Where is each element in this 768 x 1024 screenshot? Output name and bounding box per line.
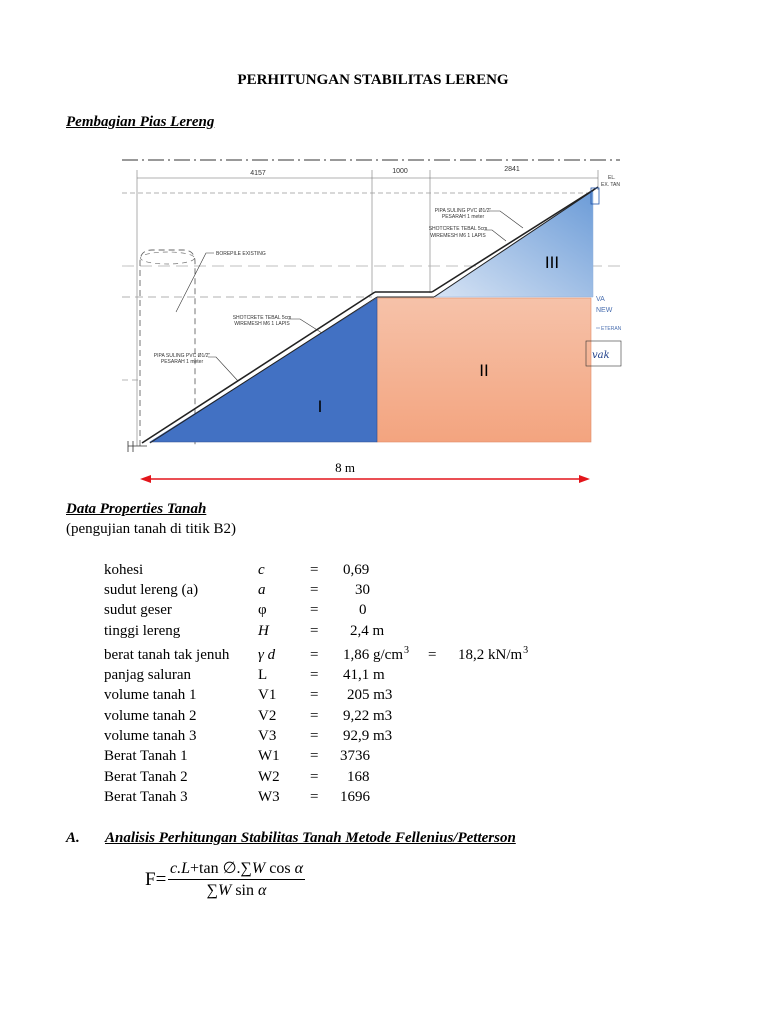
annotation-shotcrete-lower: SHOTCRETE TEBAL 5cm [232, 315, 292, 321]
equals-sign: = [428, 647, 437, 663]
equals-sign: = [310, 789, 319, 805]
property-value: 3736 [340, 748, 370, 764]
property-row [0, 746, 768, 766]
property-label: Berat Tanah 1 [104, 748, 188, 764]
property-symbol: c [258, 562, 265, 578]
property-value: 0,69 [343, 562, 370, 578]
equals-sign: = [310, 667, 319, 683]
annotation-elevation: EX. TAN [601, 182, 620, 188]
property-row [0, 685, 768, 705]
formula-denominator [168, 879, 305, 901]
annotation-elevation: EL. [608, 175, 616, 181]
property-value [343, 645, 409, 665]
leader-line [288, 319, 322, 333]
section-number: A. [66, 830, 80, 846]
annotation-pipe-lower: PESARAH 1 meter [160, 359, 204, 365]
equals-sign: = [310, 562, 319, 578]
property-row [0, 600, 768, 620]
edge-text-fragment: NEW [596, 307, 613, 314]
property-label: sudut lereng (a) [104, 582, 199, 598]
formula-fraction [168, 858, 305, 901]
borepile-top-outline [141, 252, 195, 264]
edge-handwriting: vak [592, 350, 610, 361]
dimension-label: 4157 [250, 170, 266, 177]
property-value: 92,9 m3 [343, 728, 393, 744]
property-label: panjag saluran [104, 667, 192, 683]
property-label: Berat Tanah 2 [104, 769, 188, 785]
property-symbol: W3 [258, 789, 280, 805]
property-row [0, 665, 768, 685]
property-value: 2,4 m [350, 623, 385, 639]
formula-term: ∑ [206, 882, 218, 899]
property-symbol: a [258, 582, 266, 598]
arrowhead-left [140, 475, 151, 483]
property-label: Berat Tanah 3 [104, 789, 188, 805]
formula-term: W [217, 882, 232, 899]
property-row [0, 787, 768, 807]
formula-numerator [168, 858, 305, 879]
property-label: kohesi [104, 562, 144, 578]
zone-label-1: I [317, 397, 323, 416]
page-title: PERHITUNGAN STABILITAS LERENG [237, 72, 509, 88]
property-value: 205 m3 [347, 687, 393, 703]
formula-term: α [294, 860, 303, 877]
property-value: 1696 [340, 789, 370, 805]
slope-section-diagram [120, 140, 625, 490]
leader-line [208, 357, 238, 381]
equals-sign: = [310, 769, 319, 785]
property-row [0, 621, 768, 641]
dimension-label: 2841 [504, 166, 520, 173]
property-symbol: L [258, 667, 268, 683]
width-label: 8 m [335, 460, 355, 475]
formula-term: α [257, 882, 267, 899]
annotation-shotcrete-upper: SHOTCRETE TEBAL 5cm [428, 226, 488, 232]
property-value-exponent: 3 [404, 645, 409, 656]
property-row [0, 726, 768, 746]
equals-sign: = [310, 748, 319, 764]
property-label: volume tanah 2 [104, 708, 197, 724]
property-value: 30 [355, 582, 370, 598]
zone-label-3: III [544, 253, 560, 272]
annotation-shotcrete-upper: WIREMESH M6 1 LAPIS [430, 233, 486, 239]
property-value: 0 [359, 602, 367, 618]
property-row [0, 706, 768, 726]
arrowhead-right [579, 475, 590, 483]
property-value-converted [458, 645, 528, 665]
annotation-borepile: BOREPILE EXISTING [216, 251, 266, 257]
edge-text-fragment: VA [596, 296, 605, 303]
formula-term: +tan ∅.∑ [190, 860, 252, 877]
property-value: 168 [347, 769, 370, 785]
property-symbol: φ [258, 602, 267, 618]
equals-sign: = [310, 582, 319, 598]
property-symbol: H [258, 623, 269, 639]
property-label: volume tanah 3 [104, 728, 197, 744]
toe-marker [128, 441, 147, 452]
section-note: (pengujian tanah di titik B2) [66, 521, 236, 537]
equals-sign: = [310, 623, 319, 639]
property-value: 41,1 m [343, 667, 385, 683]
property-value-text: 18,2 kN/m [458, 647, 523, 663]
property-value-text: 1,86 g/cm [343, 647, 403, 663]
leader-line [489, 211, 523, 228]
section-heading-properties: Data Properties Tanah [66, 501, 207, 517]
annotation-pipe-upper: PESARAH 1 meter [441, 214, 485, 220]
equals-sign: = [310, 602, 319, 618]
property-symbol: V3 [258, 728, 277, 744]
property-symbol: W1 [258, 748, 280, 764]
property-row [0, 767, 768, 787]
section-heading-analysis: Analisis Perhitungan Stabilitas Tanah Metode Fellenius/Petterson [105, 830, 516, 846]
property-row [0, 560, 768, 580]
property-label: volume tanah 1 [104, 687, 197, 703]
property-symbol: V1 [258, 687, 277, 703]
property-label: berat tanah tak jenuh [104, 647, 230, 663]
equals-sign: = [310, 708, 319, 724]
equals-sign: = [310, 728, 319, 744]
formula-term: c.L [170, 860, 190, 877]
edge-text-fragment: ETERAN [601, 326, 622, 332]
annotation-pipe-upper: PIPA SULING PVC Ø1/2" [434, 208, 492, 214]
property-row [0, 645, 768, 665]
equals-sign: = [310, 687, 319, 703]
property-row [0, 580, 768, 600]
property-symbol: V2 [258, 708, 277, 724]
property-label: tinggi lereng [104, 623, 181, 639]
section-heading-pias: Pembagian Pias Lereng [66, 114, 215, 130]
formula-term: W [251, 860, 266, 877]
zone-label-2: II [479, 361, 489, 380]
equals-sign: = [310, 647, 319, 663]
annotation-shotcrete-lower: WIREMESH M6 1 LAPIS [234, 321, 290, 327]
property-label: sudut geser [104, 602, 172, 618]
property-value: 9,22 m3 [343, 708, 393, 724]
property-value-exponent: 3 [523, 645, 529, 656]
property-symbol: γ d [258, 647, 276, 663]
borepile-outline [140, 250, 195, 446]
dimension-label: 1000 [392, 168, 408, 175]
formula-function: sin [235, 882, 254, 899]
formula-lhs: F= [145, 869, 167, 890]
annotation-pipe-lower: PIPA SULING PVC Ø1/2" [153, 353, 211, 359]
property-symbol: W2 [258, 769, 280, 785]
formula-function: cos [269, 860, 291, 877]
